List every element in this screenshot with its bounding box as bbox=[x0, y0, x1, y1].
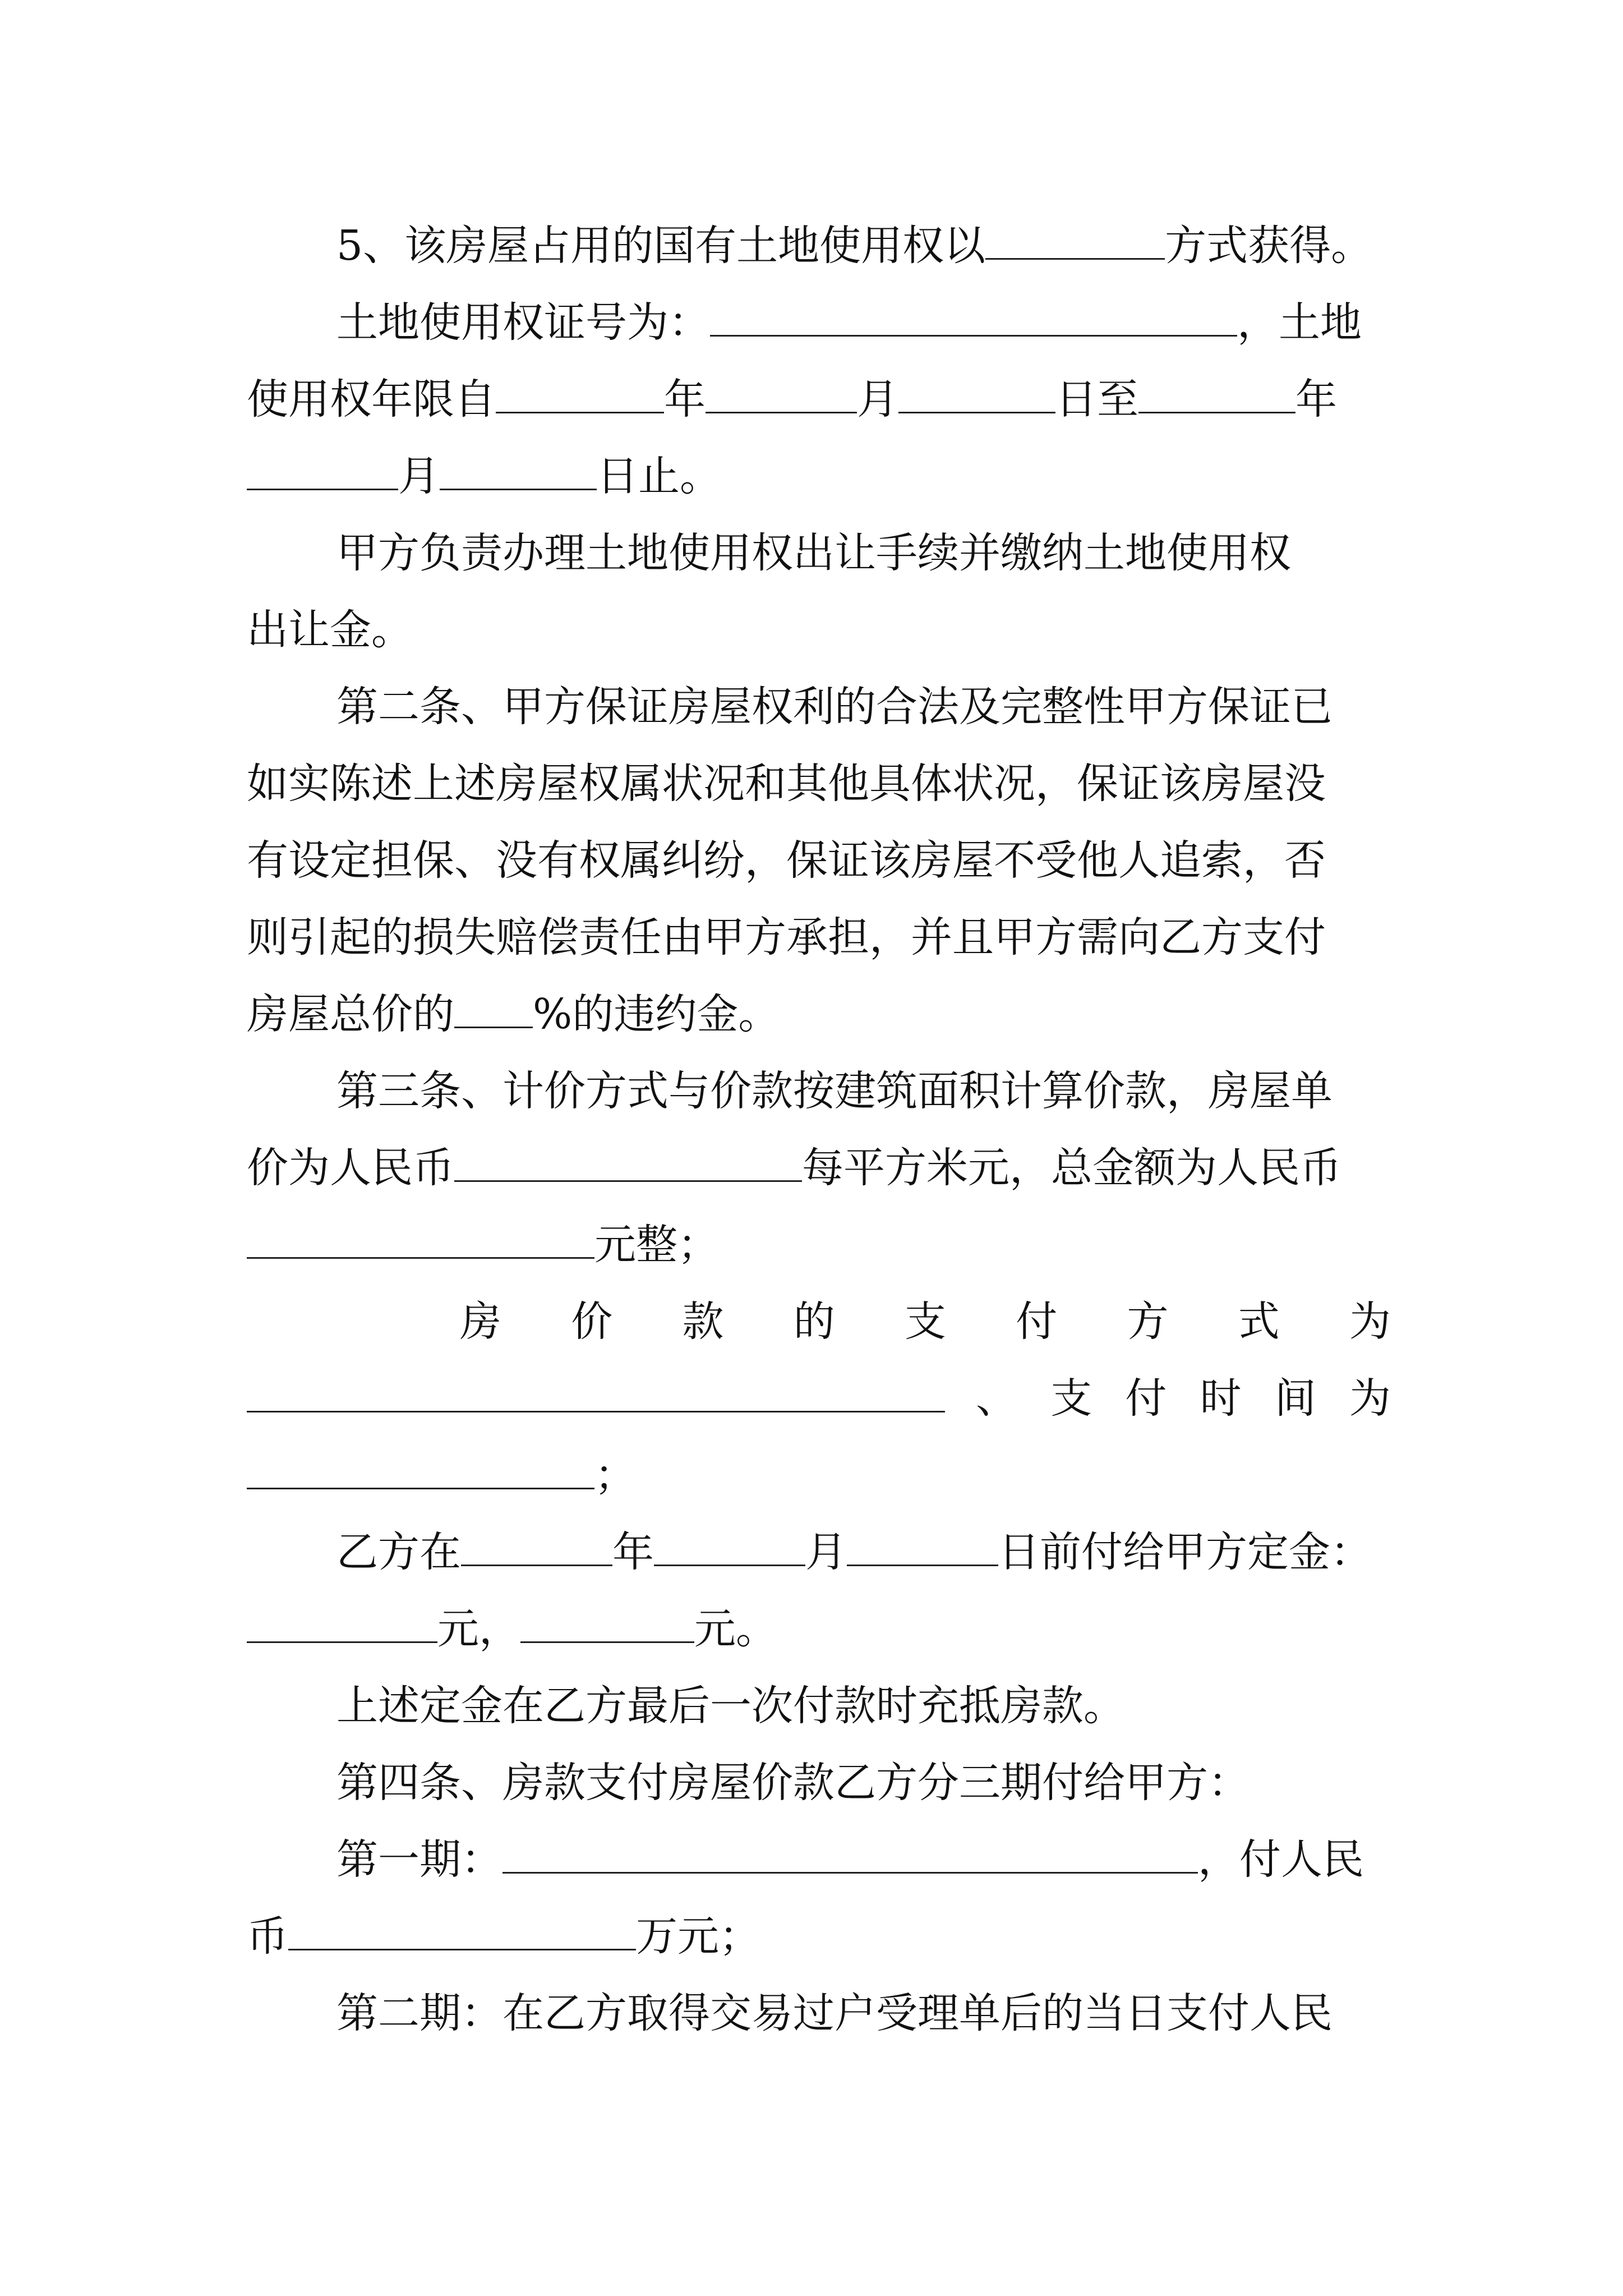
line-24: 第二期：在乙方取得交易过户受理单后的当日支付人民 bbox=[336, 1989, 1332, 2037]
line-12: 第三条、计价方式与价款按建筑面积计算价款，房屋单 bbox=[336, 1067, 1332, 1115]
line-18: 乙方在 年 月 日前付给甲方定金： bbox=[336, 1513, 1391, 1591]
line-13: 价为人民币 每平方米元，总金额为人民币 bbox=[247, 1129, 1391, 1207]
fill-blank bbox=[654, 1513, 805, 1566]
line-1: 5、该房屋占用的国有土地使用权以 方式获得。 bbox=[336, 206, 1391, 285]
fill-blank bbox=[247, 437, 398, 490]
line-4: 月 日止。 bbox=[247, 437, 1391, 516]
fill-blank bbox=[440, 437, 597, 490]
line-7: 第二条、甲方保证房屋权利的合法及完整性甲方保证已 bbox=[336, 683, 1332, 731]
line-3: 使用权年限自 年 月 日至 年 bbox=[247, 360, 1391, 439]
fill-blank bbox=[288, 1897, 636, 1950]
line-19: 元， 元。 bbox=[247, 1590, 1391, 1668]
line-8: 如实陈述上述房屋权属状况和其他具体状况，保证该房屋没 bbox=[247, 760, 1326, 808]
fill-blank bbox=[247, 1359, 945, 1412]
line-6: 出让金。 bbox=[247, 606, 413, 654]
fill-blank bbox=[985, 206, 1165, 260]
fill-blank bbox=[247, 1205, 594, 1259]
line-21: 第四条、房款支付房屋价款乙方分三期付给甲方： bbox=[336, 1759, 1249, 1807]
fill-blank bbox=[520, 1590, 694, 1643]
fill-blank bbox=[454, 975, 533, 1028]
line-23: 币 万元； bbox=[247, 1897, 1391, 1976]
line-2: 土地使用权证号为： ，土地 bbox=[336, 283, 1391, 362]
line-15: 房 价 款 的 支 付 方 式 为 bbox=[460, 1297, 1391, 1346]
fill-blank bbox=[247, 1436, 594, 1489]
line-9: 有设定担保、没有权属纠纷，保证该房屋不受他人追索，否 bbox=[247, 836, 1326, 885]
fill-blank bbox=[496, 360, 664, 413]
line-17: ； bbox=[247, 1436, 1391, 1515]
fill-blank bbox=[710, 283, 1237, 337]
line-11: 房屋总价的 %的违约金。 bbox=[247, 975, 1391, 1053]
line-5: 甲方负责办理土地使用权出让手续并缴纳土地使用权 bbox=[336, 529, 1291, 577]
line-22: 第一期： ，付人民 bbox=[336, 1820, 1391, 1899]
fill-blank bbox=[898, 360, 1055, 413]
line-16: 、 支 付 时 间 为 bbox=[976, 1374, 1391, 1423]
fill-blank bbox=[461, 1513, 612, 1566]
fill-blank bbox=[1138, 360, 1295, 413]
fill-blank bbox=[847, 1513, 998, 1566]
fill-blank bbox=[706, 360, 857, 413]
fill-blank bbox=[247, 1590, 437, 1643]
line-14: 元整； bbox=[247, 1205, 1391, 1284]
line-10: 则引起的损失赔偿责任由甲方承担，并且甲方需向乙方支付 bbox=[247, 913, 1326, 961]
fill-blank bbox=[454, 1129, 802, 1182]
line-20: 上述定金在乙方最后一次付款时充抵房款。 bbox=[336, 1682, 1125, 1730]
fill-blank bbox=[502, 1820, 1198, 1874]
